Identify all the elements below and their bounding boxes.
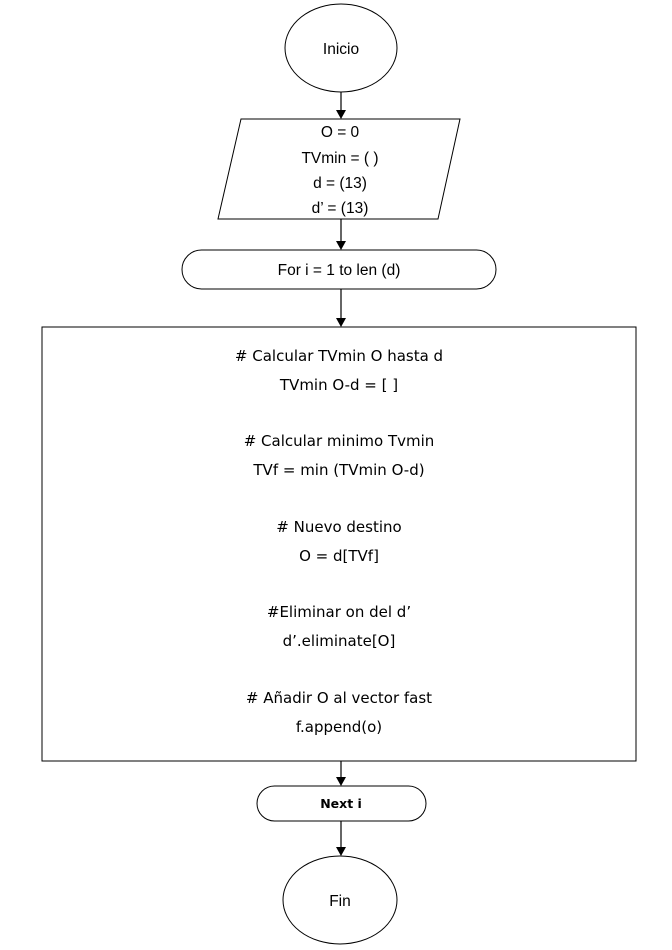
connector-next-to-end	[336, 821, 346, 856]
process-statement: TVf = min (TVmin O-d)	[253, 461, 425, 479]
loop-end-node	[257, 786, 426, 821]
init-line: O = 0	[320, 124, 360, 141]
loop-start-label: For i = 1 to len (d)	[277, 262, 401, 279]
start-node	[285, 4, 397, 92]
process-statement: f.append(o)	[295, 718, 383, 736]
connector-loop-to-process	[336, 289, 346, 327]
process-statement: TVmin O-d = [ ]	[279, 376, 399, 394]
init-node	[218, 119, 460, 219]
init-line: d’ = (13)	[311, 200, 369, 217]
init-line: TVmin = ( )	[301, 150, 379, 167]
end-node	[283, 856, 397, 944]
connector-init-to-loop	[336, 219, 346, 250]
loop-end-label: Next i	[320, 796, 362, 811]
loop-start-node	[182, 250, 496, 289]
process-node	[42, 327, 636, 761]
start-label: Inicio	[322, 41, 360, 58]
init-line: d = (13)	[313, 175, 367, 192]
process-comment: # Añadir O al vector fast	[245, 689, 433, 707]
process-statement: d’.eliminate[O]	[282, 632, 396, 650]
process-comment: #Eliminar on del d’	[266, 603, 412, 621]
process-comment: # Nuevo destino	[276, 518, 402, 536]
connector-start-to-init	[336, 92, 346, 119]
process-comment: # Calcular minimo Tvmin	[243, 432, 435, 450]
end-label: Fin	[329, 893, 351, 910]
connector-process-to-next	[336, 761, 346, 786]
process-statement: O = d[TVf]	[299, 547, 379, 565]
process-comment: # Calcular TVmin O hasta d	[234, 347, 444, 365]
